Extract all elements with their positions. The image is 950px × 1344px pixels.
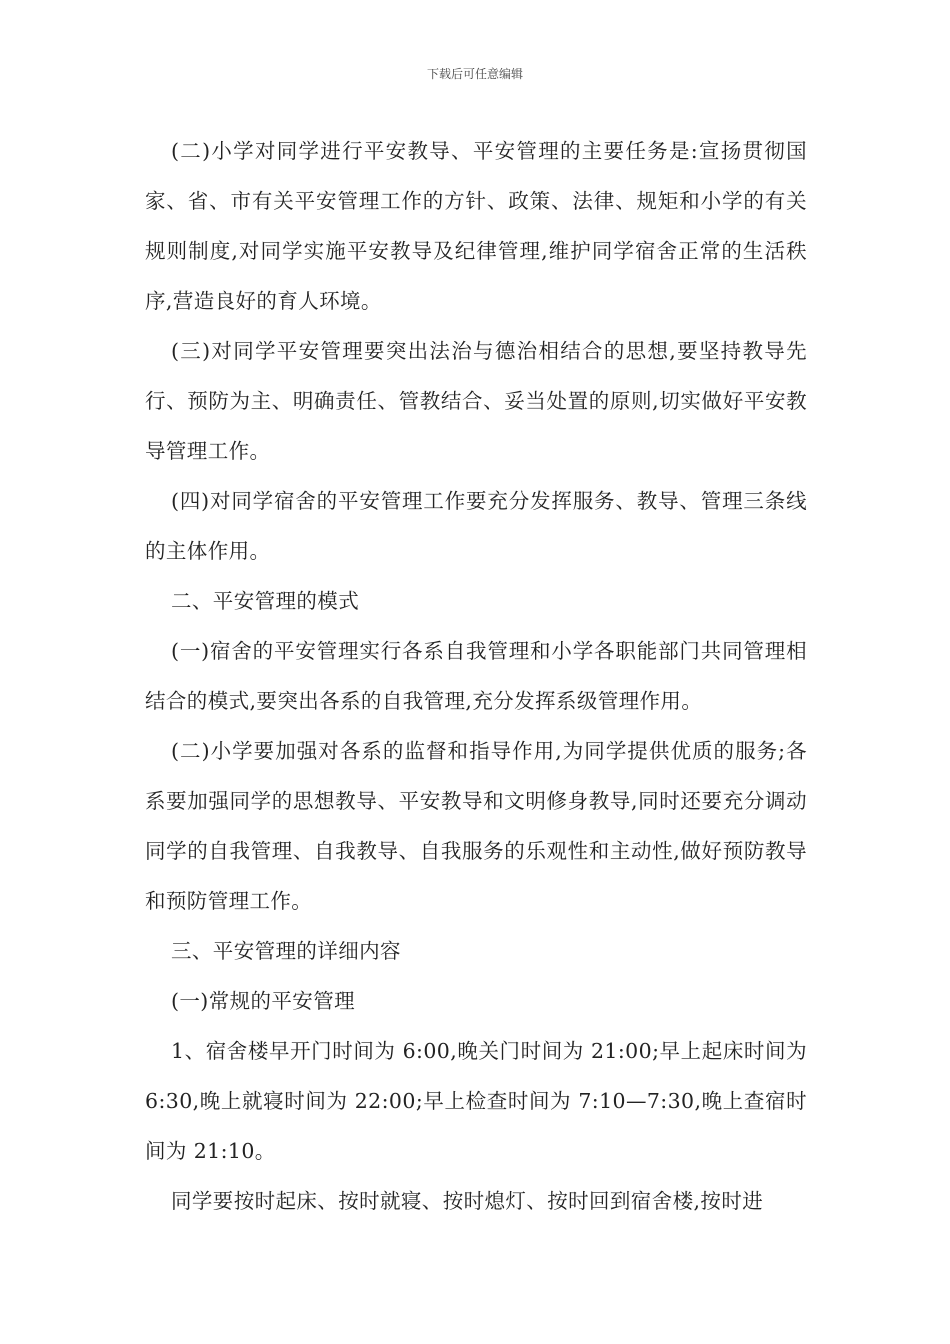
paragraph-main-role: (四)对同学宿舍的平安管理工作要充分发挥服务、教导、管理三条线的主体作用。 bbox=[145, 489, 807, 563]
paragraph-mode-one: (一)宿舍的平安管理实行各系自我管理和小学各职能部门共同管理相结合的模式,要突出各系的自我管理,充分发挥系级管理作用。 bbox=[145, 639, 807, 713]
document-body bbox=[145, 126, 807, 1226]
subsection-heading-routine: (一)常规的平安管理 bbox=[171, 989, 355, 1013]
section-heading-mode: 二、平安管理的模式 bbox=[171, 589, 360, 613]
paragraph-rules: 同学要按时起床、按时就寝、按时熄灯、按时回到宿舍楼,按时进 bbox=[171, 1189, 764, 1213]
paragraph-mode-two: (二)小学要加强对各系的监督和指导作用,为同学提供优质的服务;各系要加强同学的思想教导、平安教导和文明修身教导,同时还要充分调动同学的自我管理、自我教导、自我服务的乐观性和主动性,做好预防教导和预防管理工作。 bbox=[145, 739, 807, 913]
paragraph-principles: (三)对同学平安管理要突出法治与德治相结合的思想,要坚持教导先行、预防为主、明确责任、管教结合、妥当处置的原则,切实做好平安教导管理工作。 bbox=[145, 339, 807, 463]
section-heading-details: 三、平安管理的详细内容 bbox=[171, 939, 401, 963]
paragraph-schedule: 1、宿舍楼早开门时间为 6:00,晚关门时间为 21:00;早上起床时间为 6:30,晚上就寝时间为 22:00;早上检查时间为 7:10—7:30,晚上查宿时间为 21:10。 bbox=[145, 1039, 807, 1163]
paragraph-duties: (二)小学对同学进行平安教导、平安管理的主要任务是:宣扬贯彻国家、省、市有关平安管理工作的方针、政策、法律、规矩和小学的有关规则制度,对同学实施平安教导及纪律管理,维护同学宿舍正常的生活秩序,营造良好的育人环境。 bbox=[145, 139, 807, 313]
page-header: 下载后可任意编辑 bbox=[426, 67, 523, 81]
